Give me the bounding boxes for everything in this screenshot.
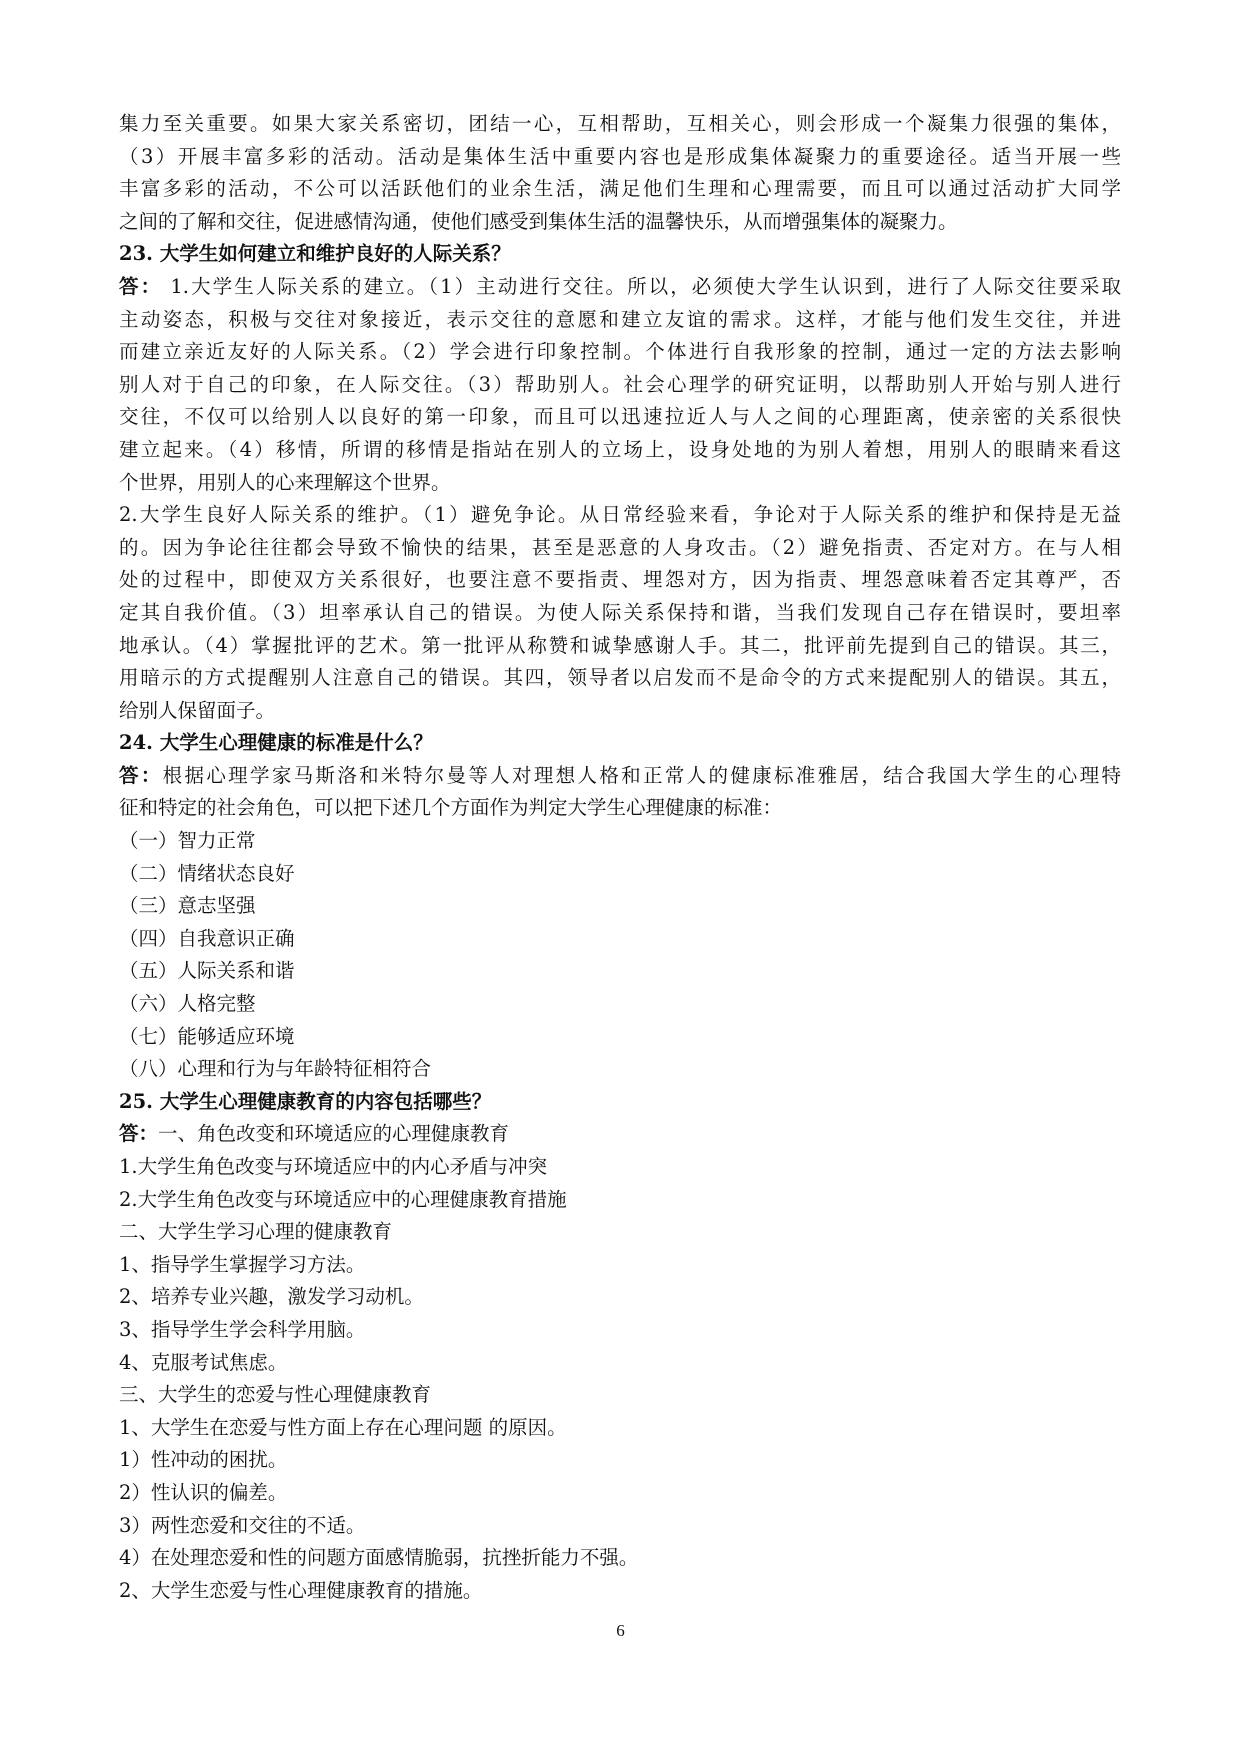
text-line bbox=[119, 760, 1121, 793]
text-line bbox=[119, 434, 1121, 467]
line-text: 2）性认识的偏差。 bbox=[119, 1480, 288, 1504]
text-line bbox=[119, 597, 1121, 630]
document-body bbox=[119, 108, 1121, 1607]
text-line bbox=[119, 662, 1121, 695]
line-text: 集力至关重要。如果大家关系密切，团结一心，互相帮助，互相关心，则会形成一个凝集力很强的集体， bbox=[119, 112, 1121, 135]
text-line bbox=[119, 1249, 1121, 1282]
line-text: 2、培养专业兴趣，激发学习动机。 bbox=[119, 1285, 424, 1309]
line-text: 主动姿态，积极与交往对象接近，表示交往的意愿和建立友谊的需求。这样，才能与他们发生交往，并进 bbox=[119, 307, 1121, 331]
line-text: 24. 大学生心理健康的标准是什么？ bbox=[119, 731, 433, 755]
text-line bbox=[119, 1542, 1121, 1575]
line-text: 3、指导学生学会科学用脑。 bbox=[119, 1317, 366, 1341]
question-heading bbox=[119, 727, 1121, 760]
text-line bbox=[119, 467, 1121, 500]
line-text: 给别人保留面子。 bbox=[119, 698, 276, 722]
text-line bbox=[119, 792, 1121, 825]
text-line bbox=[119, 1314, 1121, 1347]
line-text: 25. 大学生心理健康教育的内容包括哪些？ bbox=[119, 1089, 492, 1113]
line-text: 丰富多彩的活动，不公可以活跃他们的业余生活，满足他们生理和心理需要，而且可以通过活动扩大同学 bbox=[119, 177, 1121, 201]
line-text: 2、大学生恋爱与性心理健康教育的措施。 bbox=[119, 1578, 483, 1602]
line-text: 根据心理学家马斯洛和米特尔曼等人对理想人格和正常人的健康标准雅居，结合我国大学生的心理特 bbox=[162, 763, 1121, 787]
text-line bbox=[119, 1379, 1121, 1412]
text-line bbox=[119, 1151, 1121, 1184]
line-text: 4、克服考试焦虑。 bbox=[119, 1350, 288, 1374]
text-line bbox=[119, 1118, 1121, 1151]
text-line bbox=[119, 1347, 1121, 1380]
line-text: 的。因为争论往往都会导致不愉快的结果，甚至是恶意的人身攻击。（2）避免指责、否定对方。在与人相 bbox=[119, 535, 1121, 559]
text-line bbox=[119, 1053, 1121, 1086]
line-text: 1.大学生角色改变与环境适应中的内心矛盾与冲突 bbox=[119, 1155, 548, 1178]
text-line bbox=[119, 890, 1121, 923]
text-line bbox=[119, 532, 1121, 565]
line-text: （四）自我意识正确 bbox=[119, 926, 295, 950]
answer-label: 答： bbox=[119, 274, 163, 298]
line-text: 别人对于自己的印象，在人际交往。（3）帮助别人。社会心理学的研究证明，以帮助别人开始与别人进行 bbox=[119, 372, 1121, 396]
text-line bbox=[119, 1021, 1121, 1054]
text-line bbox=[119, 564, 1121, 597]
answer-label: 答： bbox=[119, 763, 163, 787]
page-number: 6 bbox=[616, 1621, 625, 1640]
answer-label: 答： bbox=[119, 1122, 159, 1146]
line-text: 建立起来。（4）移情，所谓的移情是指站在别人的立场上，设身处地的为别人着想，用别人的眼睛来看这 bbox=[119, 437, 1121, 461]
line-text: 用暗示的方式提醒别人注意自己的错误。其四，领导者以启发而不是命令的方式来提配别人的错误。其五， bbox=[119, 666, 1121, 690]
text-line bbox=[119, 108, 1121, 141]
line-text: 一、角色改变和环境适应的心理健康教育 bbox=[158, 1122, 510, 1146]
line-text: （二）情绪状态良好 bbox=[119, 861, 295, 885]
line-text: 23. 大学生如何建立和维护良好的人际关系？ bbox=[119, 242, 511, 266]
text-line bbox=[119, 206, 1121, 239]
line-text: 征和特定的社会角色，可以把下述几个方面作为判定大学生心理健康的标准： bbox=[119, 796, 783, 820]
line-text: 三、大学生的恋爱与性心理健康教育 bbox=[119, 1383, 432, 1407]
text-line bbox=[119, 173, 1121, 206]
line-text: 定其自我价值。（3）坦率承认自己的错误。为使人际关系保持和谐，当我们发现自己存在错误时，要坦率 bbox=[119, 600, 1121, 624]
text-line bbox=[119, 1510, 1121, 1543]
line-text: 地承认。（4）掌握批评的艺术。第一批评从称赞和诚挚感谢人手。其二，批评前先提到自己的错误。其三， bbox=[119, 633, 1121, 657]
line-text: 2.大学生良好人际关系的维护。（1）避免争论。从日常经验来看，争论对于人际关系的维护和保持是无益 bbox=[119, 503, 1121, 527]
line-text: 2.大学生角色改变与环境适应中的心理健康教育措施 bbox=[119, 1187, 567, 1211]
line-text: （七）能够适应环境 bbox=[119, 1024, 295, 1048]
line-text: （一）智力正常 bbox=[119, 829, 256, 853]
line-text: （三）意志坚强 bbox=[119, 894, 256, 918]
question-heading bbox=[119, 238, 1121, 271]
text-line bbox=[119, 141, 1121, 174]
line-text: 1.大学生人际关系的建立。（1）主动进行交往。所以，必须使大学生认识到，进行了人际交往要采取 bbox=[162, 274, 1121, 298]
text-line bbox=[119, 695, 1121, 728]
line-text: 而建立亲近友好的人际关系。（2）学会进行印象控制。个体进行自我形象的控制，通过一定的方法去影响 bbox=[119, 340, 1121, 364]
line-text: 1）性冲动的困扰。 bbox=[119, 1448, 288, 1472]
text-line bbox=[119, 499, 1121, 532]
text-line bbox=[119, 1184, 1121, 1217]
text-line bbox=[119, 1412, 1121, 1445]
text-line bbox=[119, 955, 1121, 988]
text-line bbox=[119, 401, 1121, 434]
line-text: 1、大学生在恋爱与性方面上存在心理问题 的原因。 bbox=[119, 1415, 567, 1439]
line-text: （六）人格完整 bbox=[119, 992, 256, 1016]
line-text: 3）两性恋爱和交往的不适。 bbox=[119, 1513, 366, 1537]
line-text: 处的过程中，即使双方关系很好，也要注意不要指责、埋怨对方，因为指责、埋怨意味着否定其尊严，否 bbox=[119, 568, 1121, 592]
text-line bbox=[119, 858, 1121, 891]
line-text: 交往，不仅可以给别人以良好的第一印象，而且可以迅速拉近人与人之间的心理距离，使亲密的关系很快 bbox=[119, 405, 1121, 429]
line-text: 1、指导学生掌握学习方法。 bbox=[119, 1252, 366, 1276]
line-text: 4）在处理恋爱和性的问题方面感情脆弱，抗挫折能力不强。 bbox=[119, 1546, 639, 1570]
text-line bbox=[119, 1216, 1121, 1249]
question-heading bbox=[119, 1086, 1121, 1119]
text-line bbox=[119, 923, 1121, 956]
text-line bbox=[119, 369, 1121, 402]
line-text: 二、大学生学习心理的健康教育 bbox=[119, 1220, 393, 1244]
text-line bbox=[119, 988, 1121, 1021]
text-line bbox=[119, 825, 1121, 858]
text-line bbox=[119, 1444, 1121, 1477]
text-line bbox=[119, 336, 1121, 369]
text-line bbox=[119, 1575, 1121, 1608]
text-line bbox=[119, 271, 1121, 304]
line-text: 之间的了解和交往，促进感情沟通，使他们感受到集体生活的温馨快乐，从而增强集体的凝聚力。 bbox=[119, 209, 958, 233]
line-text: （八）心理和行为与年龄特征相符合 bbox=[119, 1057, 432, 1081]
line-text: （五）人际关系和谐 bbox=[119, 959, 295, 983]
text-line bbox=[119, 1281, 1121, 1314]
line-text: （3）开展丰富多彩的活动。活动是集体生活中重要内容也是形成集体凝聚力的重要途径。适当开展一些 bbox=[119, 144, 1121, 168]
text-line bbox=[119, 304, 1121, 337]
text-line bbox=[119, 630, 1121, 663]
text-line bbox=[119, 1477, 1121, 1510]
line-text: 个世界，用别人的心来理解这个世界。 bbox=[119, 470, 451, 494]
